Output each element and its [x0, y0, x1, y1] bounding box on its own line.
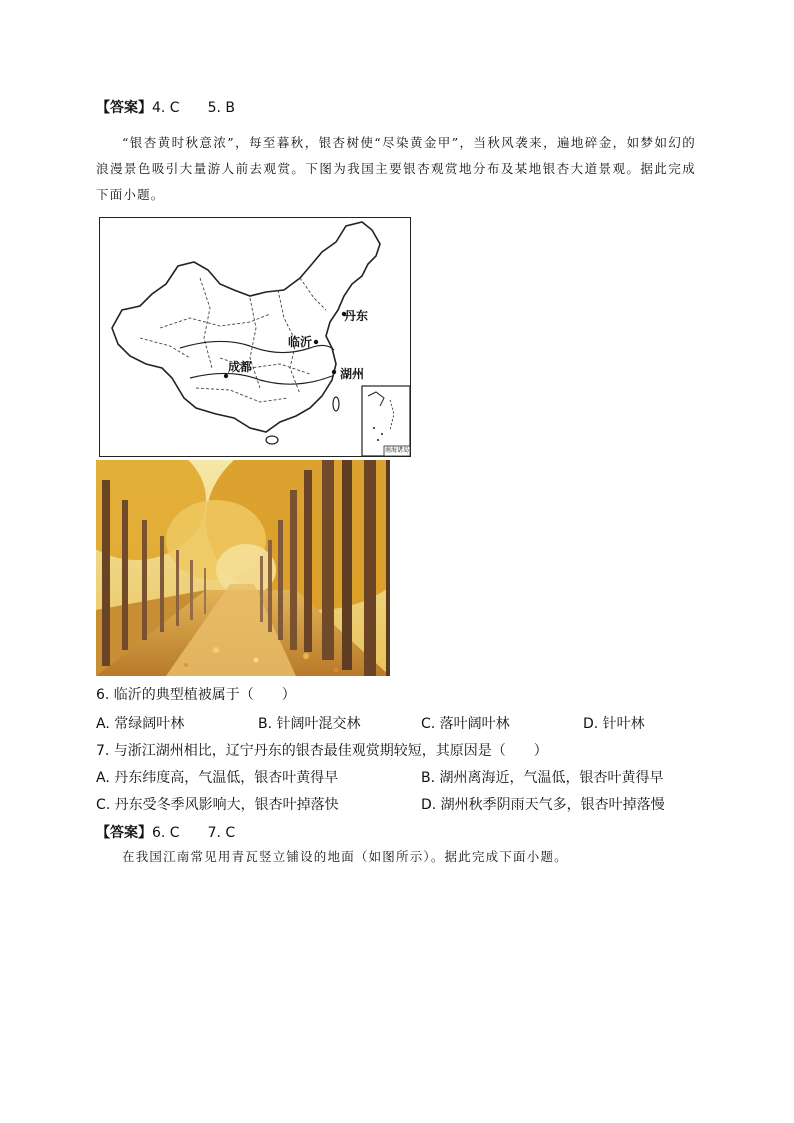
answer-5: 5. B — [207, 100, 236, 116]
question-6-stem: 6. 临沂的典型植被属于（ ） — [96, 687, 296, 703]
hainan-island — [266, 436, 278, 444]
china-map-svg — [100, 218, 410, 456]
linyi-dot — [314, 340, 318, 344]
answer-line-2 — [96, 822, 235, 842]
answer-tag: 【答案】 — [96, 825, 152, 841]
boundary-line — [300, 278, 326, 310]
answer-line-1 — [96, 97, 235, 117]
q6-option-b: B. 针阔叶混交林 — [258, 716, 361, 732]
boundary-line — [140, 338, 190, 358]
intro-paragraph: “银杏黄时秋意浓”，每至暮秋，银杏树使“尽染黄金甲”，当秋风袭来，遍地碎金，如梦如幻的浪漫景色吸引大量游人前去观赏。下图为我国主要银杏观赏地分布及某地银杏大道景观。据此完成下面小题。 — [96, 135, 696, 202]
answer-4: 4. C — [152, 100, 180, 116]
boundary-line — [196, 388, 288, 402]
answer-6: 6. C — [152, 825, 180, 841]
q7-option-d: D. 湖州秋季阴雨天气多，银杏叶掉落慢 — [421, 797, 665, 813]
question-7-stem: 7. 与浙江湖州相比，辽宁丹东的银杏最佳观赏期较短，其原因是（ ） — [96, 743, 548, 759]
label-huzhou: 湖州 — [340, 367, 365, 381]
closing-paragraph: 在我国江南常见用青瓦竖立铺设的地面（如图所示）。据此完成下面小题。 — [122, 849, 568, 864]
boundary-line — [160, 314, 270, 328]
label-chengdu: 成都 — [228, 360, 253, 374]
q6-option-c: C. 落叶阔叶林 — [421, 716, 510, 732]
answer-7: 7. C — [207, 825, 236, 841]
inset-island — [377, 439, 379, 441]
inset-island — [373, 427, 375, 429]
label-linyi: 临沂 — [288, 335, 313, 349]
ginkgo-photo-svg — [96, 460, 390, 676]
ginkgo-avenue-photo — [96, 460, 390, 676]
q7-option-c: C. 丹东受冬季风影响大，银杏叶掉落快 — [96, 797, 339, 813]
inset-island — [381, 433, 383, 435]
china-map-figure — [99, 217, 411, 457]
label-dandong: 丹东 — [344, 309, 369, 323]
q7-option-a: A. 丹东纬度高，气温低，银杏叶黄得早 — [96, 770, 339, 786]
yangtze-river — [190, 373, 332, 384]
china-outline — [112, 222, 380, 432]
q7-option-b: B. 湖州离海近，气温低，银杏叶黄得早 — [421, 770, 664, 786]
answer-tag: 【答案】 — [96, 100, 152, 116]
q6-option-d: D. 针叶林 — [583, 716, 645, 732]
q6-option-a: A. 常绿阔叶林 — [96, 716, 185, 732]
inset-caption: 南海诸岛 — [385, 447, 410, 454]
huzhou-dot — [332, 370, 336, 374]
taiwan-island — [333, 397, 339, 411]
